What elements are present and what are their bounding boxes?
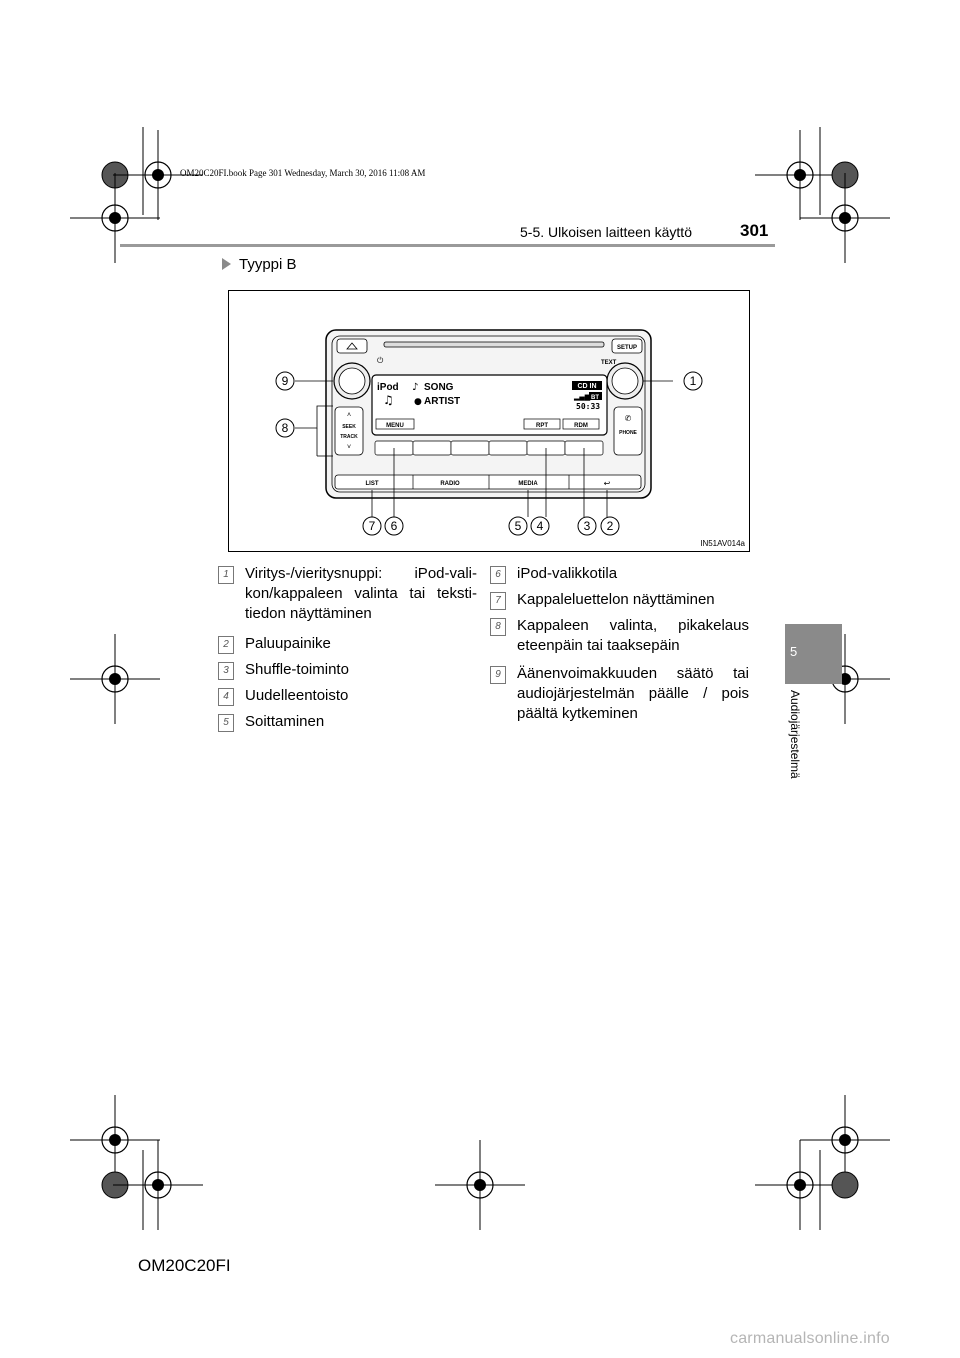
display-artist: ARTIST — [424, 396, 461, 407]
music-icon: ♫ — [383, 393, 394, 407]
setup-label: SETUP — [616, 345, 638, 351]
svg-text:5: 5 — [514, 519, 522, 533]
artist-icon: ● — [414, 397, 422, 407]
cd-slot — [384, 342, 604, 347]
section-title: 5-5. Ulkoisen laitteen käyttö — [520, 224, 692, 240]
radio-label: RADIO — [440, 481, 460, 487]
note-icon: ♪ — [412, 382, 419, 393]
subsection-heading — [222, 256, 297, 273]
media-label: MEDIA — [518, 481, 538, 487]
back-icon: ↩ — [603, 479, 611, 488]
power-icon: ⏻ — [377, 356, 384, 365]
preset-buttons — [375, 441, 603, 455]
footer-code: OM20C20FI — [138, 1256, 231, 1275]
audio-unit-diagram — [229, 291, 749, 551]
signal-icon: ▂▄▆ — [574, 393, 591, 401]
watermark[interactable]: carmanualsonline.info — [730, 1330, 890, 1347]
svg-text:6: 6 — [390, 519, 398, 533]
arrow-bullet-icon — [222, 258, 231, 270]
svg-text:RDM: RDM — [574, 423, 588, 429]
audio-unit-figure — [228, 290, 750, 552]
svg-text:3: 3 — [583, 519, 591, 533]
chapter-tab — [785, 624, 842, 684]
svg-text:7: 7 — [368, 519, 376, 533]
svg-text:RPT: RPT — [536, 423, 548, 429]
figure-id: IN51AV014a — [700, 539, 745, 548]
header-rule — [120, 244, 775, 247]
svg-text:PHONE: PHONE — [619, 430, 637, 436]
text-label: TEXT — [601, 360, 617, 366]
display-time: 50:33 — [576, 402, 601, 411]
svg-text:CD IN: CD IN — [577, 383, 597, 390]
display-source: iPod — [377, 382, 399, 393]
svg-text:TRACK: TRACK — [340, 434, 358, 440]
chapter-label: Audiojärjestelmä — [788, 690, 802, 779]
chapter-number: 5 — [790, 644, 798, 659]
svg-text:9: 9 — [281, 374, 289, 388]
svg-text:4: 4 — [536, 519, 544, 533]
page-number: 301 — [740, 221, 769, 240]
svg-text:8: 8 — [281, 421, 289, 435]
bottom-button-row — [335, 475, 641, 489]
print-info: OM20C20FI.book Page 301 Wednesday, March 30, 2016 11:08 AM — [180, 168, 426, 178]
svg-text:1: 1 — [689, 374, 697, 388]
legend-item-1: 1 Viritys-/vieritysnuppi: iPod-vali-kon/kappaleen valinta tai teksti-tiedon näyttäminen — [218, 564, 476, 630]
eject-button — [337, 339, 367, 353]
svg-text:2: 2 — [606, 519, 614, 533]
list-label: LIST — [365, 481, 379, 487]
svg-text:BT: BT — [591, 395, 599, 401]
svg-text:SEEK: SEEK — [342, 424, 356, 430]
svg-text:˄: ˄ — [346, 412, 352, 419]
svg-text:˅: ˅ — [346, 444, 352, 451]
svg-text:MENU: MENU — [386, 423, 404, 429]
display-song: SONG — [424, 382, 454, 393]
svg-text:✆: ✆ — [624, 414, 632, 423]
heading-text: Tyyppi B — [239, 256, 297, 273]
